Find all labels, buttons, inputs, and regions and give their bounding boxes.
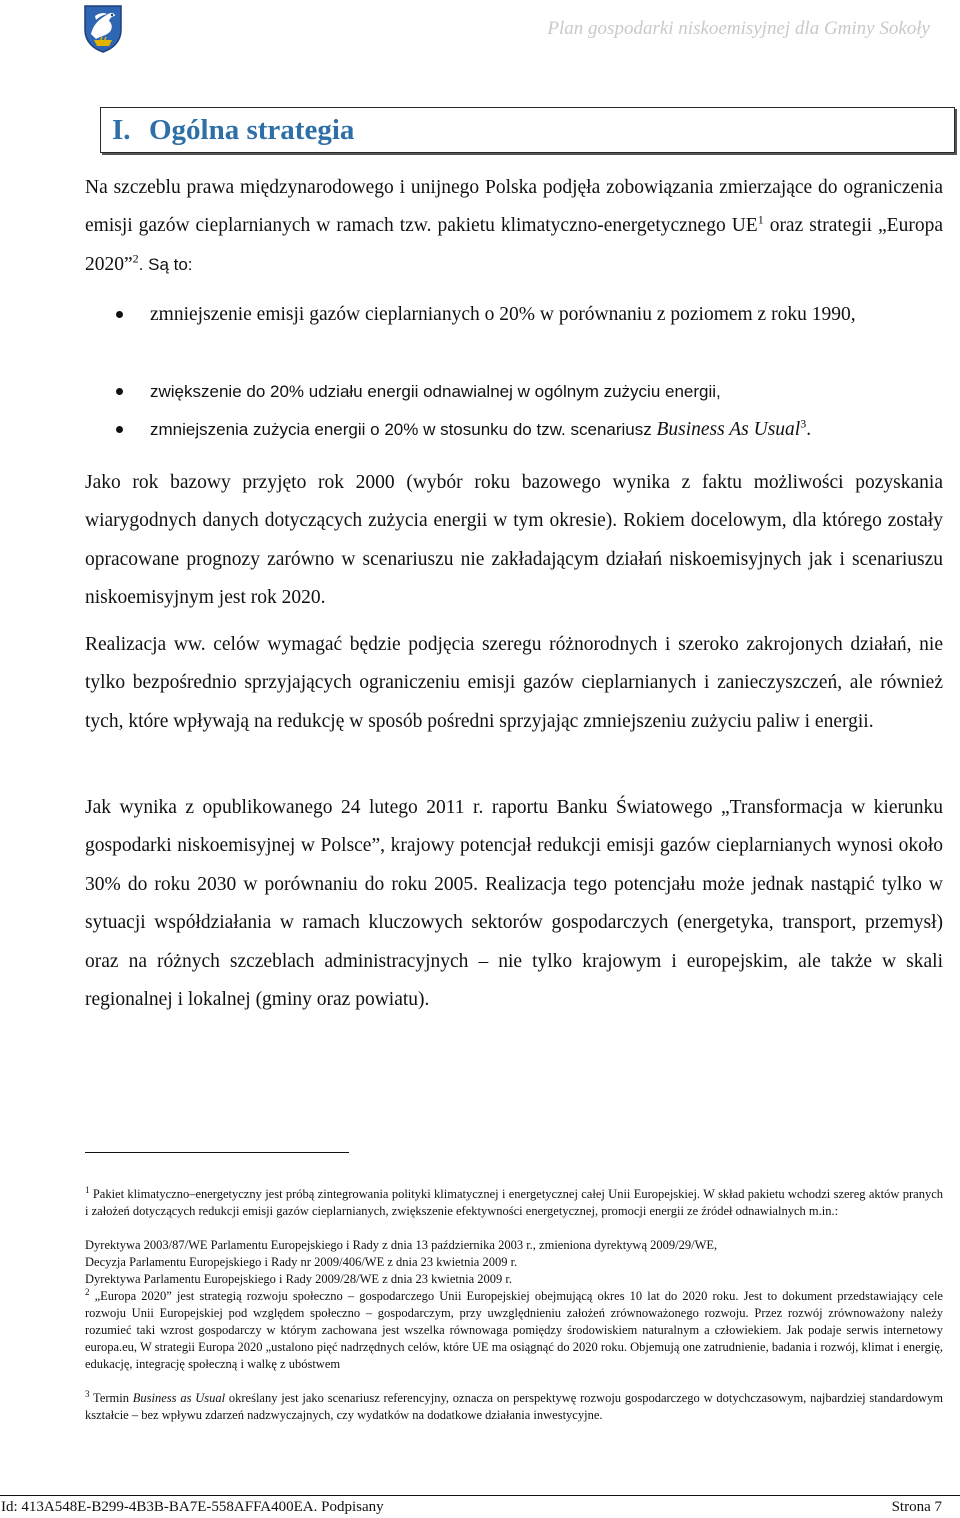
- footnote-1-line: Dyrektywa 2003/87/WE Parlamentu Europejskiego i Rady z dnia 13 października 2003 r., zmieniona dyrektywą 2009/29/WE,: [85, 1238, 718, 1252]
- page-header: [0, 0, 960, 70]
- bullet-icon: [116, 311, 123, 318]
- list-item-text: zwiększenie do 20% udziału energii odnawialnej w ogólnym zużyciu energii,: [150, 382, 721, 401]
- document-id: Id: 413A548E-B299-4B3B-BA7E-558AFFA400EA. Podpisany: [1, 1499, 384, 1515]
- footnote-3-text-b: określany jest jako scenariusz referencyjny, oznacza on perspektywę rozwoju gospodarczego w dotychczasowym, najbardziej standardowym kształcie – bez wpływu zdarzeń nadzwyczajnych, czy wydatków na dodatkowe działania inwestycyjne.: [85, 1391, 943, 1422]
- intro-text-c: . Są to:: [138, 254, 193, 274]
- footnote-3-text-a: Termin: [89, 1391, 133, 1405]
- paragraph-base-year: Jako rok bazowy przyjęto rok 2000 (wybór roku bazowego wynika z faktu możliwości pozyskania wiarygodnych danych dotyczących zużycia energii w tym okresie). Rokiem docelowym, dla którego zostały opracowane prognozy zarówno w scenariuszu nie zakładającym działań niskoemisyjnych jak i scenariuszu niskoemisyjnym jest rok 2020.: [85, 472, 943, 609]
- footnote-1-line: Decyzja Parlamentu Europejskiego i Rady nr 2009/406/WE z dnia 23 kwietnia 2009 r.: [85, 1255, 518, 1269]
- footnote-2: [85, 1288, 943, 1373]
- footer-divider: [0, 1495, 960, 1496]
- paragraph-realization: Realizacja ww. celów wymagać będzie podjęcia szeregu różnorodnych i szeroko zakrojonych działań, nie tylko bezpośrednio sprzyjających ograniczeniu emisji gazów cieplarnianych i zanieczyszczeń, ale również tych, które wpływają na redukcję w sposób pośredni sprzyjając zmniejszeniu zużyciu paliw i energii.: [85, 634, 943, 732]
- paragraph-world-bank: Jak wynika z opublikowanego 24 lutego 2011 r. raportu Banku Światowego „Transformacja w kierunku gospodarki niskoemisyjnej w Polsce”, krajowy potencjał redukcji emisji gazów cieplarnianych wynosi około 30% do roku 2030 w porównaniu do roku 2005. Realizacja tego potencjału może jednak nastąpić tylko w sytuacji współdziałania w ramach kluczowych sektorów gospodarczych (energetyka, transport, przemysł) oraz na różnych szczeblach administracyjnych – nie tylko krajowym i europejskim, ale także w skali regionalnej i lokalnej (gminy oraz powiatu).: [85, 797, 943, 1011]
- chapter-heading: [100, 107, 955, 153]
- coat-of-arms-bird-icon: [82, 4, 124, 54]
- footnote-2-number: 2: [85, 1286, 90, 1297]
- footnote-3-italic: Business as Usual: [132, 1391, 226, 1405]
- header-title: Plan gospodarki niskoemisyjnej dla Gminy Sokoły: [547, 18, 930, 39]
- list-item-text: [150, 411, 944, 449]
- footnote-1-number: 1: [85, 1184, 90, 1195]
- footnote-1-text: Pakiet klimatyczno–energetyczny jest próbą zintegrowania polityki klimatycznej i energetycznej całej Unii Europejskiej. W skład pakietu wchodzi szereg aktów pranych i założeń dotyczących redukcji emisji gazów cieplarnianych, zwiększenie efektywności energetycznej, promocji energii ze źródeł odnawialnych m.in.:: [85, 1187, 943, 1218]
- footnote-ref-3[interactable]: 3: [800, 416, 807, 431]
- list-item-end: .: [806, 419, 812, 440]
- footnote-ref-2[interactable]: 2: [132, 251, 139, 266]
- footnote-1: [85, 1186, 943, 1220]
- bullet-icon: [116, 426, 123, 433]
- chapter-title: Ogólna strategia: [149, 114, 355, 146]
- footnote-ref-1[interactable]: 1: [757, 212, 764, 227]
- list-item-italic: Business As Usual: [656, 419, 801, 440]
- intro-text-b: oraz strategii „Europa 2020”: [85, 215, 943, 275]
- chapter-number: I.: [112, 114, 131, 146]
- bullet-icon: [116, 388, 123, 395]
- footnote-3-number: 3: [85, 1388, 90, 1399]
- page-number: Strona 7: [891, 1499, 942, 1515]
- intro-text-a: Na szczeblu prawa międzynarodowego i unijnego Polska podjęła zobowiązania zmierzające do ograniczenia emisji gazów cieplarnianych w ramach tzw. pakietu klimatyczno-energetycznego UE: [85, 177, 943, 237]
- list-item-text-a: zmniejszenia zużycia energii o 20% w stosunku do tzw. scenariusz: [150, 420, 657, 439]
- list-item-text: zmniejszenie emisji gazów cieplarnianych o 20% w porównaniu z poziomem z roku 1990,: [150, 304, 856, 325]
- footnote-3: [85, 1390, 943, 1424]
- intro-paragraph: [85, 169, 943, 284]
- footnote-divider: [85, 1152, 349, 1153]
- footnote-1-line: Dyrektywa Parlamentu Europejskiego i Rady 2009/28/WE z dnia 23 kwietnia 2009 r.: [85, 1272, 512, 1286]
- footnote-2-text: „Europa 2020” jest strategią rozwoju społeczno – gospodarczego Unii Europejskiej obejmującą okres 10 lat do 2020 roku. Jest to dokument przedstawiający cele rozwoju Unii Europejskiej pod względem społeczno – gospodarczym, przy uwzględnieniu założeń zrównoważonego rozwoju. Przez rozwój zrównoważony należy rozumieć taki wzrost gospodarczy w którym zachowana jest wszelka równowaga pomiędzy środowiskiem naturalnym a człowiekiem. Jak podaje serwis internetowy europa.eu, W strategii Europa 2020 „ustalono pięć nadrzędnych celów, które UE ma osiągnąć do 2020 roku. Objemują one zatrudnienie, badania i rozwój, klimat i energię, edukację, integrację społeczną i walkę z ubóstwem: [85, 1289, 943, 1371]
